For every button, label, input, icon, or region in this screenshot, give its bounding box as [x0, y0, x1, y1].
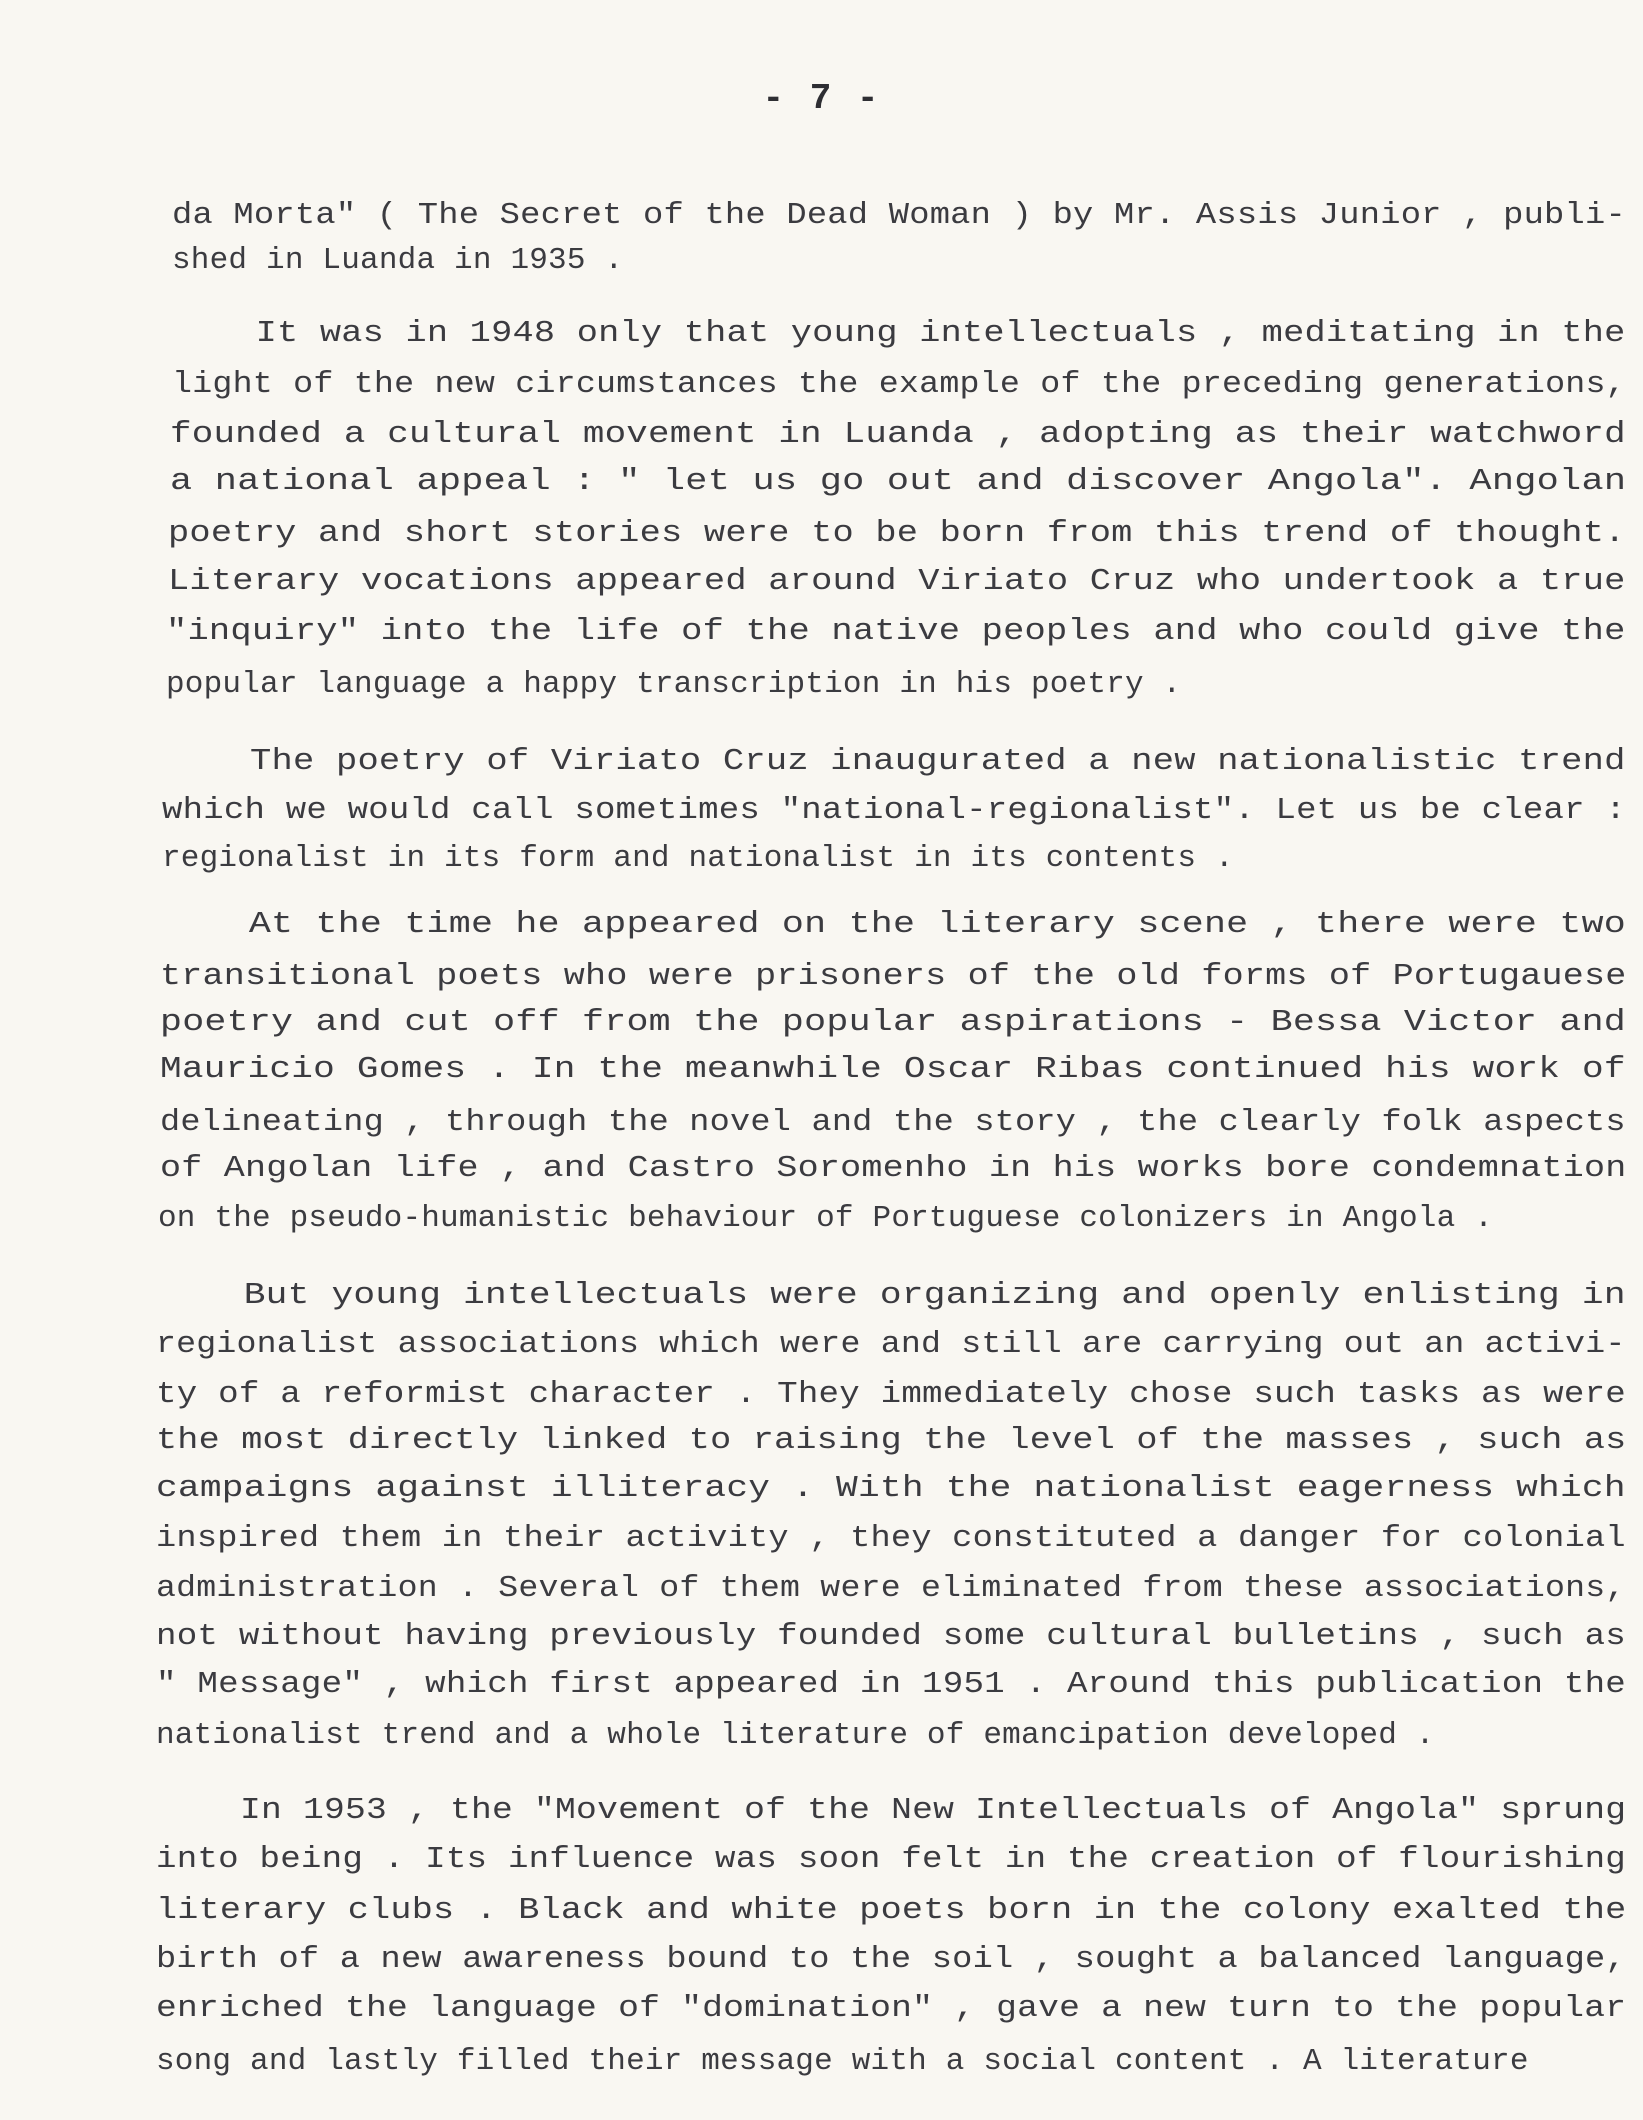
text-line: light of the new circumstances the example of the preceding generations, — [172, 367, 1626, 402]
text-line: Literary vocations appeared around Viriato Cruz who undertook a true — [168, 564, 1626, 599]
text-line: the most directly linked to raising the level of the masses , such as — [156, 1423, 1627, 1458]
text-line: of Angolan life , and Castro Soromenho in his works bore condemnation — [160, 1151, 1627, 1186]
text-line: ty of a reformist character . They immediately chose such tasks as were — [156, 1377, 1626, 1412]
text-line: da Morta" ( The Secret of the Dead Woman ) by Mr. Assis Junior , publi- — [172, 198, 1626, 233]
text-line: regionalist associations which were and still are carrying out an activi- — [156, 1327, 1626, 1362]
page-number: - 7 - — [762, 78, 881, 119]
text-line: popular language a happy transcription in his poetry . — [166, 667, 1182, 702]
text-line: campaigns against illiteracy . With the nationalist eagerness which — [156, 1471, 1626, 1506]
text-line: poetry and short stories were to be born from this trend of thought. — [168, 516, 1626, 551]
text-line: inspired them in their activity , they constituted a danger for colonial — [156, 1521, 1626, 1556]
text-line: " Message" , which first appeared in 1951 . Around this publication the — [156, 1667, 1626, 1702]
text-line: founded a cultural movement in Luanda , adopting as their watchword — [170, 417, 1626, 452]
text-line: In 1953 , the "Movement of the New Intellectuals of Angola" sprung — [156, 1793, 1627, 1828]
text-line: shed in Luanda in 1935 . — [172, 243, 624, 278]
text-line: not without having previously founded some cultural bulletins , such as — [156, 1619, 1626, 1654]
text-line: administration . Several of them were eliminated from these associations, — [156, 1571, 1626, 1606]
text-line: song and lastly filled their message with a social content . A literature — [156, 2044, 1529, 2079]
text-line: regionalist in its form and nationalist in its contents . — [162, 841, 1234, 876]
text-line: literary clubs . Black and white poets born in the colony exalted the — [156, 1893, 1627, 1928]
text-line: into being . Its influence was soon felt in the creation of flourishing — [156, 1842, 1626, 1877]
text-line: on the pseudo-humanistic behaviour of Portuguese colonizers in Angola . — [158, 1201, 1494, 1236]
text-line: enriched the language of "domination" , gave a new turn to the popular — [156, 1991, 1627, 2026]
text-line: At the time he appeared on the literary scene , there were two — [160, 907, 1626, 942]
text-line: "inquiry" into the life of the native peoples and who could give the — [166, 614, 1626, 649]
text-line: a national appeal : " let us go out and discover Angola". Angolan — [170, 464, 1627, 499]
text-line: which we would call sometimes "national-regionalist". Let us be clear : — [162, 793, 1626, 828]
text-line: Mauricio Gomes . In the meanwhile Oscar Ribas continued his work of — [160, 1052, 1626, 1087]
text-line: nationalist trend and a whole literature of emancipation developed . — [156, 1718, 1435, 1753]
text-line: transitional poets who were prisoners of the old forms of Portugauese — [160, 959, 1627, 994]
text-line: The poetry of Viriato Cruz inaugurated a new nationalistic trend — [164, 744, 1626, 779]
text-line: It was in 1948 only that young intellectuals , meditating in the — [170, 316, 1626, 351]
text-line: birth of a new awareness bound to the soil , sought a balanced language, — [156, 1942, 1626, 1977]
text-line: poetry and cut off from the popular aspirations - Bessa Victor and — [160, 1005, 1626, 1040]
text-line: delineating , through the novel and the story , the clearly folk aspects — [160, 1105, 1626, 1140]
text-line: But young intellectuals were organizing and openly enlisting in — [156, 1278, 1626, 1313]
